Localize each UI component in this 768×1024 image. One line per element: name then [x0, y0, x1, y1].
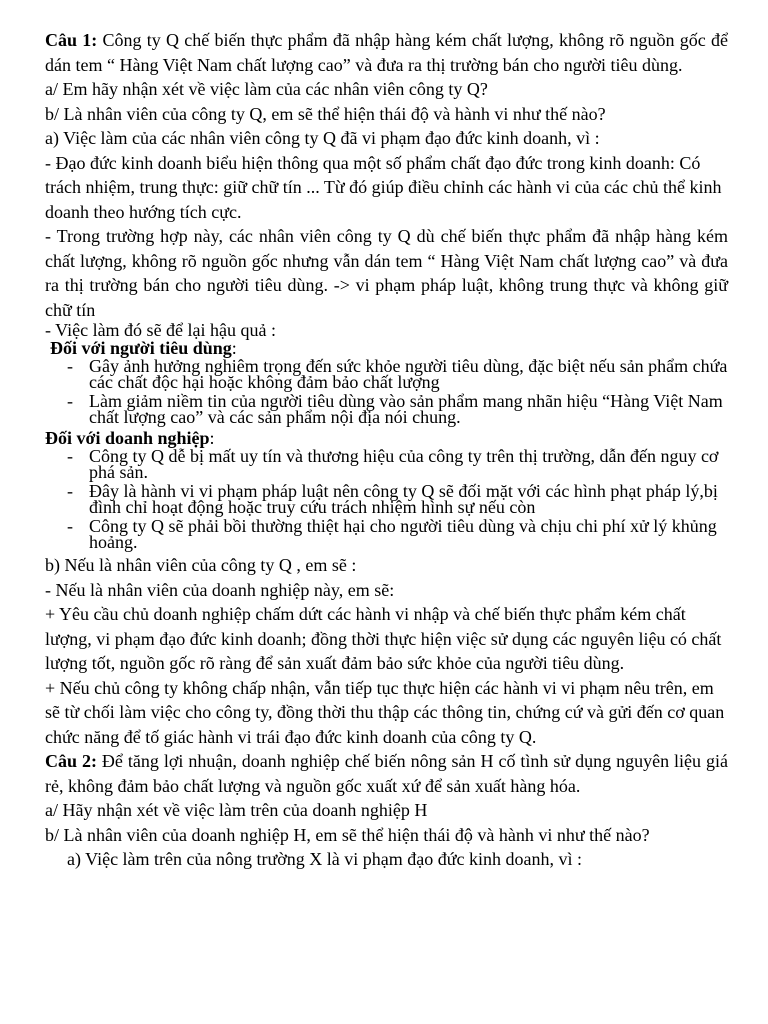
consumer-heading: Đối với người tiêu dùng:: [50, 338, 237, 358]
q1-b-point-2: + Yêu cầu chủ doanh nghiệp chấm dứt các hành vi nhập và chế biến thực phẩm kém chất lượng, vi phạm đạo đức kinh doanh; đồng thời thực hiện việc sử dụng các nguyên liệu có chất lượng tốt, nguồn gốc rõ ràng để sản xuất đảm bảo sức khỏe của người tiêu dùng.: [45, 604, 722, 673]
q2-a-question: a/ Hãy nhận xét về việc làm trên của doanh nghiệp H: [45, 800, 428, 820]
q2-label: Câu 2:: [45, 751, 97, 771]
list-item: - Công ty Q dễ bị mất uy tín và thương hiệu của công ty trên thị trường, dẫn đến nguy cơ phá sản.: [45, 448, 728, 480]
q1-a-answer-intro: a) Việc làm của các nhân viên công ty Q đã vi phạm đạo đức kinh doanh, vì :: [45, 128, 600, 148]
list-item: - Đây là hành vi vi phạm pháp luật nên công ty Q sẽ đối mặt với các hình phạt pháp lý,bị đình chỉ hoạt động hoặc truy cứu trách nhiệm hình sự nếu còn: [45, 483, 728, 515]
consumer-list: [45, 358, 728, 425]
q1-b-point-1: - Nếu là nhân viên của doanh nghiệp này, em sẽ:: [45, 579, 395, 600]
list-item: - Công ty Q sẽ phải bồi thường thiệt hại cho người tiêu dùng và chịu chi phí xử lý khủng hoảng.: [45, 518, 728, 550]
business-list: [45, 448, 728, 550]
list-item: - Gây ảnh hưởng nghiêm trọng đến sức khỏe người tiêu dùng, đặc biệt nếu sản phẩm chứa các chất độc hại hoặc không đảm bảo chất lượng: [45, 358, 728, 390]
q1-consequence-intro: - Việc làm đó sẽ để lại hậu quả :: [45, 320, 277, 340]
q1-a-question: a/ Em hãy nhận xét về việc làm của các nhân viên công ty Q?: [45, 79, 488, 99]
document-page: [45, 28, 728, 872]
q1-label: Câu 1:: [45, 30, 98, 50]
q2-b-question: b/ Là nhân viên của doanh nghiệp H, em sẽ thể hiện thái độ và hành vi như thế nào?: [45, 824, 650, 845]
q1-b-point-3: + Nếu chủ công ty không chấp nhận, vẫn tiếp tục thực hiện các hành vi vi phạm nêu trên, em sẽ từ chối làm việc cho công ty, đồng thời thu thập các thông tin, chứng cứ và gửi đến cơ quan chức năng để tố giác hành vi trái đạo đức kinh doanh của công ty Q.: [45, 677, 725, 747]
q2-a-answer-intro: a) Việc làm trên của nông trường X là vi phạm đạo đức kinh doanh, vì :: [67, 849, 582, 869]
business-heading: Đối với doanh nghiệp:: [45, 428, 215, 448]
list-item: - Làm giảm niềm tin của người tiêu dùng vào sản phẩm mang nhãn hiệu “Hàng Việt Nam chất lượng cao” và các sản phẩm nội địa nói chung.: [45, 393, 728, 425]
q1-b-answer-intro: b) Nếu là nhân viên của công ty Q , em sẽ :: [45, 555, 357, 575]
q1-a-point-2: - Trong trường hợp này, các nhân viên công ty Q dù chế biến thực phẩm đã nhập hàng kém chất lượng, không rõ nguồn gốc nhưng vẫn dán tem “ Hàng Việt Nam chất lượng cao” và đưa ra thị trường bán cho người tiêu dùng. -> vi phạm pháp luật, không trung thực và không giữ chữ tín: [45, 226, 728, 320]
q1-stem: Câu 1: Công ty Q chế biến thực phẩm đã nhập hàng kém chất lượng, không rõ nguồn gốc để dán tem “ Hàng Việt Nam chất lượng cao” và đưa ra thị trường bán cho người tiêu dùng.: [45, 30, 728, 75]
q1-a-point-1: - Đạo đức kinh doanh biểu hiện thông qua một số phẩm chất đạo đức trong kinh doanh: Có trách nhiệm, trung thực: giữ chữ tín ... Từ đó giúp điều chỉnh các hành vi của các chủ thể kinh doanh theo hướng tích cực.: [45, 152, 722, 222]
q2-stem: Câu 2: Để tăng lợi nhuận, doanh nghiệp chế biến nông sản H cố tình sử dụng nguyên liệu giá rẻ, không đảm bảo chất lượng và nguồn gốc xuất xứ để sản xuất hàng hóa.: [45, 751, 728, 796]
q1-b-question: b/ Là nhân viên của công ty Q, em sẽ thể hiện thái độ và hành vi như thế nào?: [45, 103, 606, 124]
